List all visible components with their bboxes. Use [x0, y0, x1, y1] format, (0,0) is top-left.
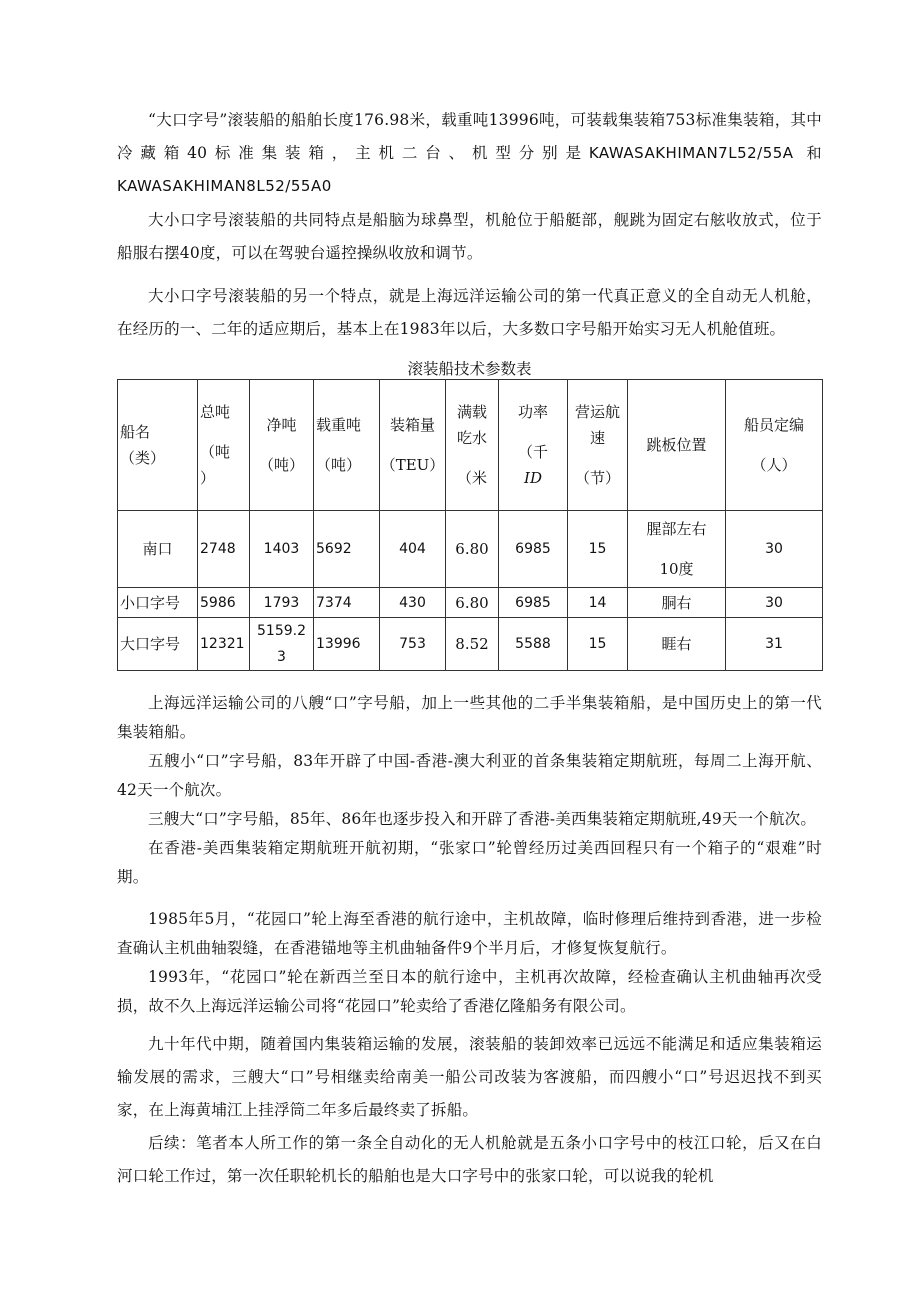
cell-teu: 753 [380, 618, 446, 671]
table-row [118, 588, 823, 618]
cell-draft: 6.80 [446, 511, 499, 588]
cell-teu: 430 [380, 588, 446, 618]
cell-power: 6985 [499, 588, 568, 618]
paragraph-1985-breakdown: 1985年5月，“花园口”轮上海至香港的航行途中，主机故障，临时修理后维持到香港，进一步检查确认主机曲轴裂缝，在香港锚地等主机曲轴备件9个半月后，才修复恢复航行。 [117, 910, 822, 957]
paragraph-zhangjiakou-hardship: 在香港-美西集装箱定期航班开航初期，“张家口”轮曾经历过美西回程只有一个箱子的“艰难”时期。 [117, 839, 822, 886]
table-row [118, 511, 823, 588]
cell-ramp: 睚右 [628, 618, 726, 671]
cell-ramp: 腥部左右 10度 [628, 511, 726, 588]
cell-net: 1793 [250, 588, 314, 618]
paragraph-common-features: 大小口字号滚装船的共同特点是船脑为球鼻型，机舱位于船艇部，舰跳为固定右舷收放式，位于船服右摆40度，可以在驾驶台遥控操纵收放和调节。 [117, 211, 822, 262]
cell-teu: 404 [380, 511, 446, 588]
header-net-tonnage: 净吨 （吨） [250, 380, 314, 511]
paragraph-ship-specs [117, 104, 822, 203]
cell-ship-name: 南口 [118, 511, 198, 588]
cell-net: 5159.2 3 [250, 618, 314, 671]
table-header-row [118, 380, 823, 511]
paragraph-nineties-sale: 九十年代中期，随着国内集装箱运输的发展，滚装船的装卸效率已远远不能满足和适应集装箱运输发展的需求，三艘大“口”号相继卖给南美一船公司改装为客渡船，而四艘小“口”号迟迟找不到买家，在上海黄埔江上挂浮筒二年多后最终卖了拆船。 [117, 1035, 822, 1119]
header-crew: 船员定编 （人） [726, 380, 823, 511]
cell-crew: 31 [726, 618, 823, 671]
cell-ship-name: 大口字号 [118, 618, 198, 671]
table-row [118, 618, 823, 671]
table-caption: 滚装船技术参数表 [407, 360, 532, 378]
cell-net: 1403 [250, 511, 314, 588]
cell-ramp: 胴右 [628, 588, 726, 618]
paragraph-first-generation: 上海远洋运输公司的八艘“口”字号船，加上一些其他的二手半集装箱船，是中国历史上的第一代集装箱船。 [117, 694, 822, 741]
cell-gross: 2748 [198, 511, 250, 588]
cell-gross: 12321 [198, 618, 250, 671]
paragraph-postscript: 后续：笔者本人所工作的第一条全自动化的无人机舱就是五条小口字号中的枝江口轮，后又在白河口轮工作过，第一次任职轮机长的船舶也是大口字号中的张家口轮，可以说我的轮机 [117, 1134, 822, 1185]
header-ship-name: 船名 （类） [118, 380, 198, 511]
cell-crew: 30 [726, 588, 823, 618]
header-service-speed: 营运航 速 （节） [568, 380, 628, 511]
paragraph-large-kou-route: 三艘大“口”字号船，85年、86年也逐步投入和开辟了香港-美西集装箱定期航班,49天一个航次。 [148, 810, 817, 828]
paragraph-text: “大口字号”滚装船的船舶长度176.98米，载重吨13996吨，可装载集装箱753标准集装箱，其中冷藏箱40标准集装箱，主机二台、机型分别是 [117, 111, 822, 162]
cell-speed: 15 [568, 618, 628, 671]
cell-dwt: 5692 [314, 511, 380, 588]
header-teu-capacity: 装箱量 （TEU） [380, 380, 446, 511]
header-deadweight: 载重吨 （吨） [314, 380, 380, 511]
header-gross-tonnage: 总吨 （吨 ） [198, 380, 250, 511]
paragraph-1993-breakdown: 1993年，“花园口”轮在新西兰至日本的航行途中，主机再次故障，经检查确认主机曲轴再次受损，故不久上海远洋运输公司将“花园口”轮卖给了香港亿隆船务有限公司。 [117, 968, 822, 1015]
cell-power: 5588 [499, 618, 568, 671]
ro-ro-spec-table [117, 379, 823, 671]
engine-model-text: KAWASAKHIMAN7L52/55A 和 KAWASAKHIMAN8L52/55A0 [117, 144, 822, 195]
cell-speed: 14 [568, 588, 628, 618]
paragraph-small-kou-route: 五艘小“口”字号船，83年开辟了中国-香港-澳大利亚的首条集装箱定期航班，每周二上海开航、42天一个航次。 [117, 752, 822, 799]
cell-draft: 8.52 [446, 618, 499, 671]
header-full-draft: 满载 吃水 （米 [446, 380, 499, 511]
cell-speed: 15 [568, 511, 628, 588]
cell-dwt: 13996 [314, 618, 380, 671]
cell-draft: 6.80 [446, 588, 499, 618]
header-power: 功率 （千 ID [499, 380, 568, 511]
header-ramp-position: 跳板位置 [628, 380, 726, 511]
paragraph-unmanned-engine-room: 大小口字号滚装船的另一个特点，就是上海远洋运输公司的第一代真正意义的全自动无人机舱，在经历的一、二年的适应期后，基本上在1983年以后，大多数口字号船开始实习无人机舱值班。 [117, 287, 822, 338]
cell-gross: 5986 [198, 588, 250, 618]
cell-power: 6985 [499, 511, 568, 588]
cell-ship-name: 小口字号 [118, 588, 198, 618]
cell-crew: 30 [726, 511, 823, 588]
cell-dwt: 7374 [314, 588, 380, 618]
